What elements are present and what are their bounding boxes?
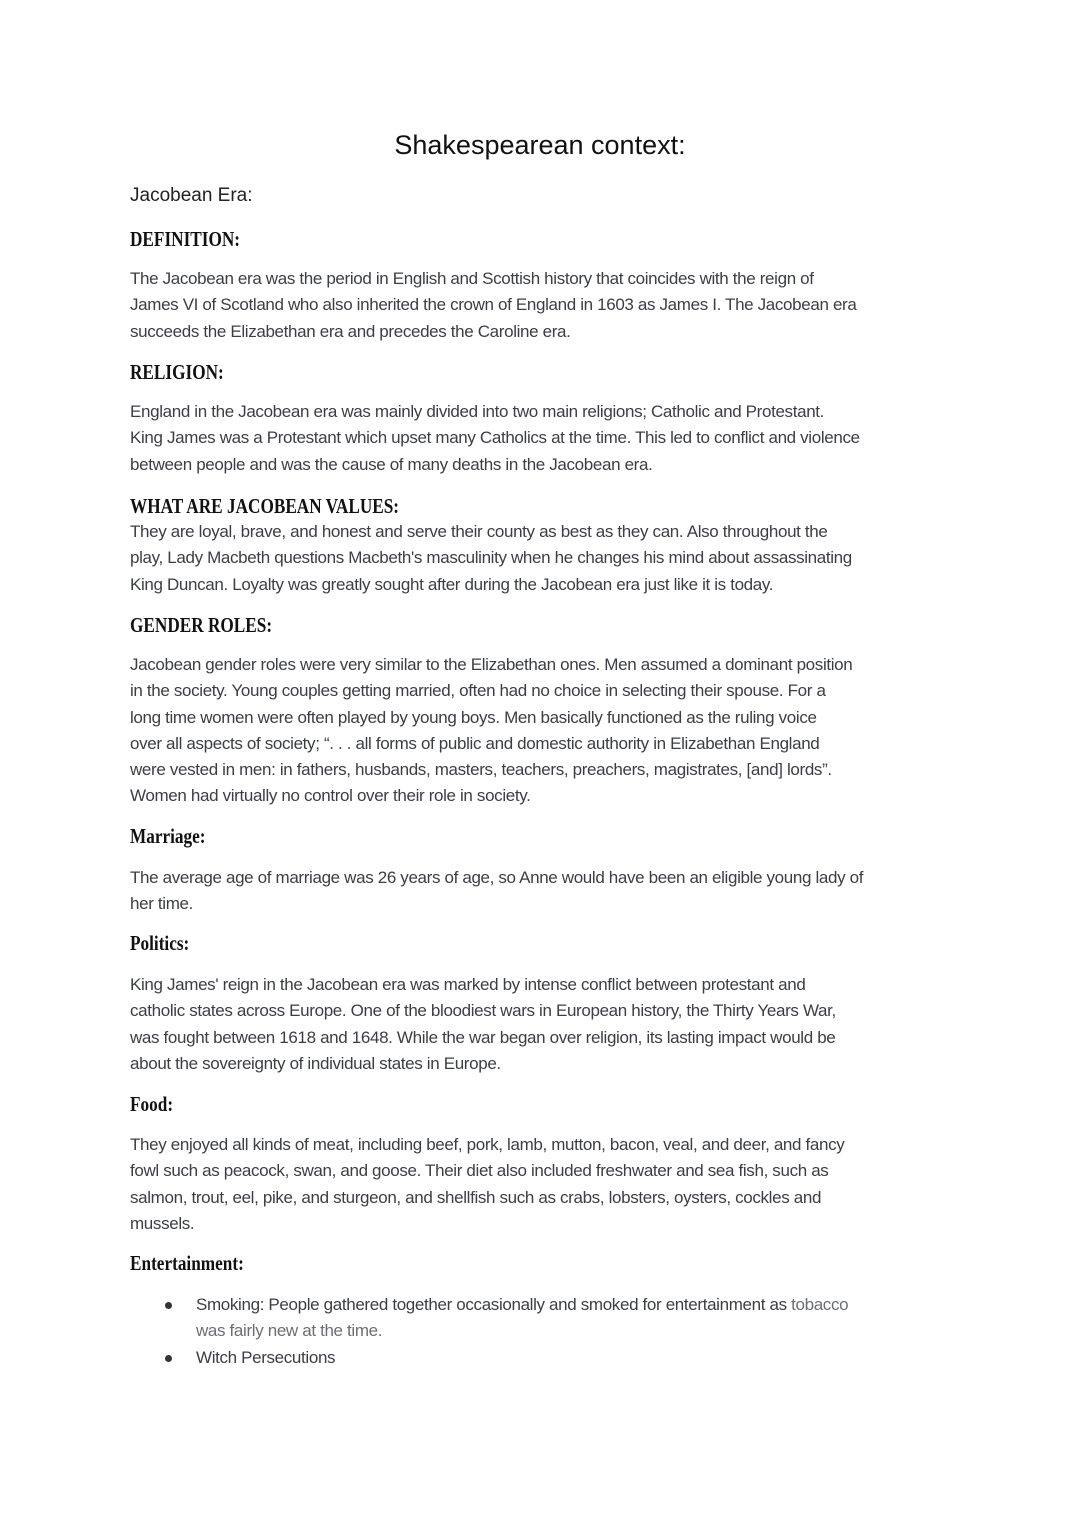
text-line: Jacobean gender roles were very similar to the Elizabethan ones. Men assumed a dominant position xyxy=(130,655,853,674)
heading-food: Food: xyxy=(130,1092,174,1116)
bullet-text: Witch Persecutions xyxy=(196,1347,336,1367)
text-line: succeeds the Elizabethan era and precedes the Caroline era. xyxy=(130,321,571,341)
text-line: The Jacobean era was the period in English and Scottish history that coincides with the reign of xyxy=(130,269,814,288)
text-line: The average age of marriage was 26 years of age, so Anne would have been an eligible young lady of xyxy=(130,868,864,887)
paragraph-gender-roles xyxy=(130,652,852,810)
list-item xyxy=(160,1345,848,1371)
page-title: Shakespearean context: xyxy=(394,130,686,160)
bullet-text: was fairly new at the time. xyxy=(196,1321,383,1341)
paragraph-politics xyxy=(130,972,836,1077)
text-line: were vested in men: in fathers, husbands, masters, teachers, preachers, magistrates, [and] lords”. xyxy=(130,760,832,780)
heading-religion: RELIGION: xyxy=(130,360,224,384)
subtitle: Jacobean Era: xyxy=(130,185,253,206)
heading-politics: Politics: xyxy=(130,931,190,955)
heading-gender-roles: GENDER ROLES: xyxy=(130,613,273,637)
paragraph-definition xyxy=(130,266,856,345)
text-line: her time. xyxy=(130,894,193,914)
text-line: play, Lady Macbeth questions Macbeth's masculinity when he changes his mind about assassinating xyxy=(130,548,852,568)
heading-entertainment: Entertainment: xyxy=(130,1251,244,1275)
bullet-text: Smoking: People gathered together occasionally and smoked for entertainment as xyxy=(196,1295,792,1314)
heading-values: WHAT ARE JACOBEAN VALUES: xyxy=(130,494,400,518)
heading-definition: DEFINITION: xyxy=(130,227,241,251)
heading-marriage: Marriage: xyxy=(130,824,206,848)
text-line: They are loyal, brave, and honest and serve their county as best as they can. Also throughout the xyxy=(130,522,828,541)
text-line: James VI of Scotland who also inherited the crown of England in 1603 as James I. The Jacobean era xyxy=(130,295,857,315)
text-line: fowl such as peacock, swan, and goose. Their diet also included freshwater and sea fish, such as xyxy=(130,1161,829,1181)
list-item xyxy=(160,1292,848,1345)
paragraph-food xyxy=(130,1132,844,1237)
text-line: salmon, trout, eel, pike, and sturgeon, and shellfish such as crabs, lobsters, oysters, cockles and xyxy=(130,1187,822,1207)
text-line: Women had virtually no control over their role in society. xyxy=(130,786,531,806)
bullet-icon xyxy=(165,1355,172,1362)
text-line: mussels. xyxy=(130,1213,195,1233)
text-line: was fought between 1618 and 1648. While the war began over religion, its lasting impact would be xyxy=(130,1027,836,1047)
paragraph-marriage xyxy=(130,865,863,918)
text-line: King James' reign in the Jacobean era was marked by intense conflict between protestant and xyxy=(130,975,806,994)
text-line: about the sovereignty of individual states in Europe. xyxy=(130,1053,501,1073)
text-line: King Duncan. Loyalty was greatly sought after during the Jacobean era just like it is today. xyxy=(130,574,774,594)
text-line: over all aspects of society; “. . . all forms of public and domestic authority in Elizabethan England xyxy=(130,733,820,753)
text-line: catholic states across Europe. One of the bloodiest wars in European history, the Thirty Years War, xyxy=(130,1001,836,1021)
text-line: between people and was the cause of many deaths in the Jacobean era. xyxy=(130,454,653,474)
bullet-text: tobacco xyxy=(791,1295,849,1314)
text-line: England in the Jacobean era was mainly divided into two main religions; Catholic and Protestant. xyxy=(130,402,825,421)
paragraph-values xyxy=(130,519,852,598)
text-line: They enjoyed all kinds of meat, including beef, pork, lamb, mutton, bacon, veal, and deer, and fancy xyxy=(130,1135,845,1154)
bullet-list xyxy=(160,1292,848,1371)
paragraph-religion xyxy=(130,399,860,478)
text-line: King James was a Protestant which upset many Catholics at the time. This led to conflict and violence xyxy=(130,428,860,448)
bullet-icon xyxy=(165,1302,172,1309)
text-line: long time women were often played by young boys. Men basically functioned as the ruling voice xyxy=(130,707,817,727)
text-line: in the society. Young couples getting married, often had no choice in selecting their spouse. For a xyxy=(130,681,826,701)
